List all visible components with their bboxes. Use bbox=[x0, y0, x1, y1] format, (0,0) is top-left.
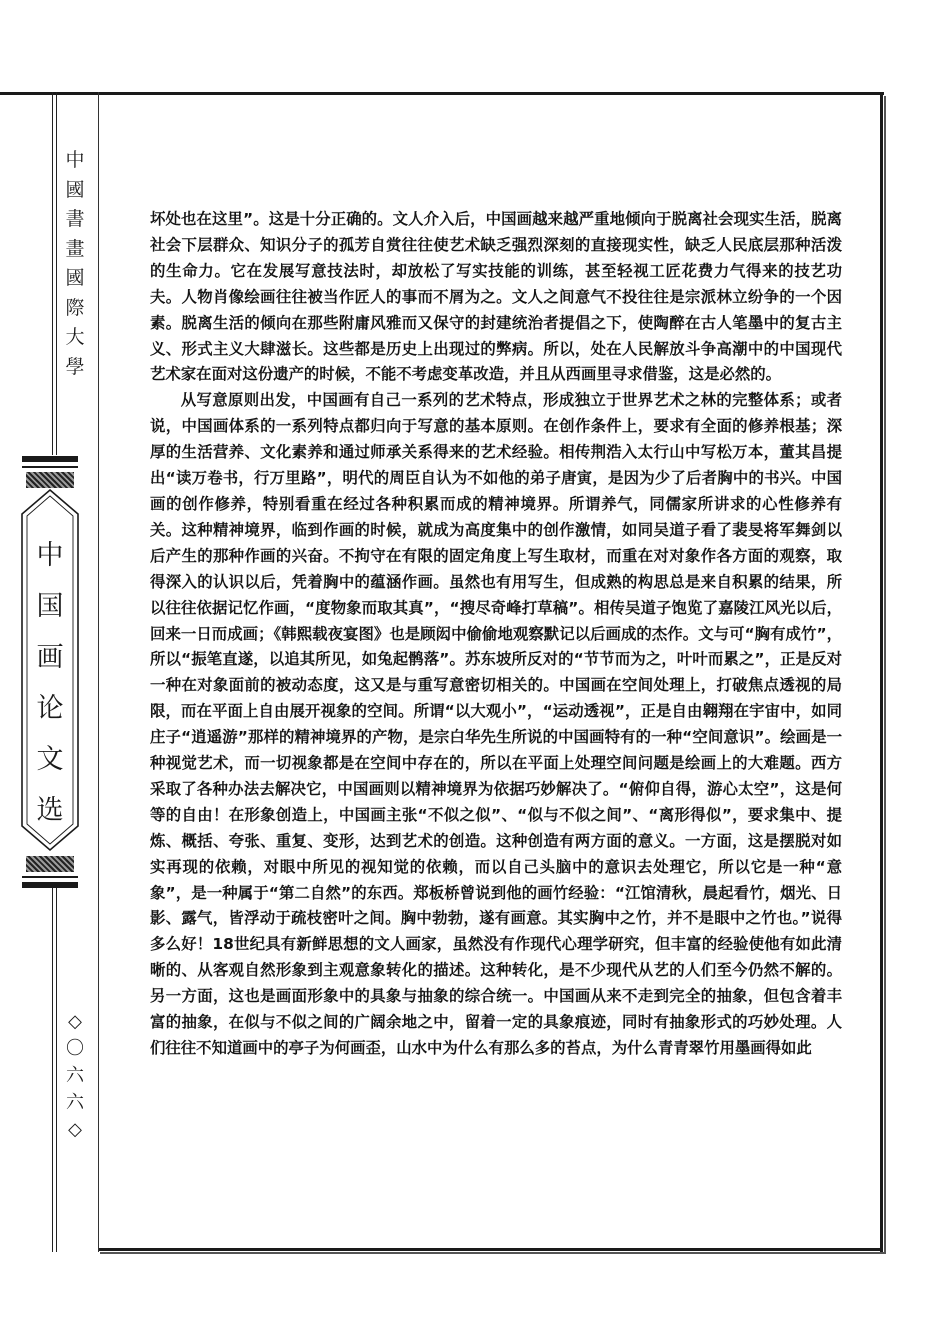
page-number: 〇六六 bbox=[66, 1038, 84, 1113]
diamond-ornament: ◇ bbox=[68, 1011, 82, 1032]
paragraph: 坏处也在这里”。这是十分正确的。文人介入后，中国画越来越严重地倾向于脱离社会现实生活，脱离社会下层群众、知识分子的孤芳自赏往往使艺术缺乏强烈深刻的直接现实性，缺乏人民底层那种活泼的生命力。它在发展写意技法时，却放松了写实技能的训练，甚至轻视工匠花费力气得来的技艺功夫。人物肖像绘画往往被当作匠人的事而不屑为之。文人之间意气不投往往是宗派林立纷争的一个因素。脱离生活的倾向在那些附庸风雅而又保守的封建统治者提倡之下，使陶醉在古人笔墨中的复古主义、形式主义大肆滋长。这些都是历史上出现过的弊病。所以，处在人民解放斗争高潮中的中国现代艺术家在面对这份遗产的时候，不能不考虑变革改造，并且从西画里寻求借鉴，这是必然的。 bbox=[150, 210, 842, 384]
frame-right-shadow bbox=[884, 96, 886, 1254]
body-text bbox=[150, 207, 842, 1062]
paragraph: 从写意原则出发，中国画有自己一系列的艺术特点，形成独立于世界艺术之林的完整体系；或者说，中国画体系的一系列特点都归向于写意的基本原则。在创作条件上，要求有全面的修养根基；深厚的生活营养、文化素养和通过师承关系得来的艺术经验。相传荆浩入太行山中写松万本，董其昌提出“读万卷书，行万里路”，明代的周臣自认为不如他的弟子唐寅，是因为少了后者胸中的书兴。中国画的创作修养，特别看重在经过各种积累而成的精神境界。所谓养气，同儒家所讲求的心性修养有关。这种精神境界，临到作画的时候，就成为高度集中的创作激情，如同吴道子看了裴旻将军舞剑以后产生的那种作画的兴奋。不拘守在有限的固定角度上写生取材，而重在对对象作各方面的观察，取得深入的认识以后，凭着胸中的蕴涵作画。虽然也有用写生，但成熟的构思总是来自积累的结果，所以往往依据记忆作画，“度物象而取其真”，“搜尽奇峰打草稿”。相传吴道子饱览了嘉陵江风光以后，回来一日而成画；《韩熙载夜宴图》也是顾闳中偷偷地观察默记以后画成的杰作。文与可“胸有成竹”，所以“振笔直遂，以追其所见，如兔起鹘落”。苏东坡所反对的“节节而为之，叶叶而累之”，正是反对一种在对象面前的被动态度，这又是与重写意密切相关的。中国画在空间处理上，打破焦点透视的局限，而在平面上自由展开视象的空间。所谓“以大观小”，“运动透视”，正是自由翱翔在宇宙中，如同庄子“逍遥游”那样的精神境界的产物，是宗白华先生所说的中国画特有的一种“空间意识”。绘画是一种视觉艺术，而一切视象都是在空间中存在的，所以在平面上处理空间问题是绘画上的大难题。西方采取了各种办法去解决它，中国画则以精神境界为依据巧妙解决了。“俯仰自得，游心太空”，这是何等的自由！在形象创造上，中国画主张“不似之似”、“似与不似之间”、“离形得似”，要求集中、提炼、概括、夸张、重复、变形，达到艺术的创造。这种创造有两方面的意义。一方面，这是摆脱对如实再现的依赖，对眼中所见的视知觉的依赖，而以自己头脑中的意识去处理它，所以它是一种“意象”，是一种属于“第二自然”的东西。郑板桥曾说到他的画竹经验：“江馆清秋，晨起看竹，烟光、日影、露气，皆浮动于疏枝密叶之间。胸中勃勃，遂有画意。其实胸中之竹，并不是眼中之竹也。”说得多么好！18世纪具有新鲜思想的文人画家，虽然没有作现代心理学研究，但丰富的经验使他有如此清晰的、从客观自然形象到主观意象转化的描述。这种转化，是不少现代从艺的人们至今仍然不解的。另一方面，这也是画面形象中的具象与抽象的综合统一。中国画从来不走到完全的抽象，但包含着丰富的抽象，在似与不似之间的广阔余地之中，留着一定的具象痕迹，同时有抽象形式的巧妙处理。人们往往不知道画中的亭子为何画歪，山水中为什么有那么多的苔点，为什么青青翠竹用墨画得如此 bbox=[150, 391, 842, 1057]
frame-bottom-shadow bbox=[100, 1252, 886, 1254]
ornament-band-bottom bbox=[22, 848, 78, 888]
series-title: 中國書畫國際大學 bbox=[65, 149, 85, 378]
page-number-block bbox=[62, 1008, 88, 1143]
book-title: 中国画论文选 bbox=[36, 540, 64, 826]
diamond-ornament: ◇ bbox=[68, 1119, 82, 1140]
frame-right-border bbox=[880, 92, 883, 1252]
sidebar-rule bbox=[52, 92, 53, 455]
frame-bottom-border bbox=[98, 1248, 883, 1251]
sidebar-rule bbox=[52, 886, 53, 1252]
sidebar-rule bbox=[56, 886, 57, 1252]
frame-left-border bbox=[98, 92, 99, 1252]
sidebar-rule bbox=[56, 92, 57, 455]
frame-top-border bbox=[0, 92, 884, 95]
